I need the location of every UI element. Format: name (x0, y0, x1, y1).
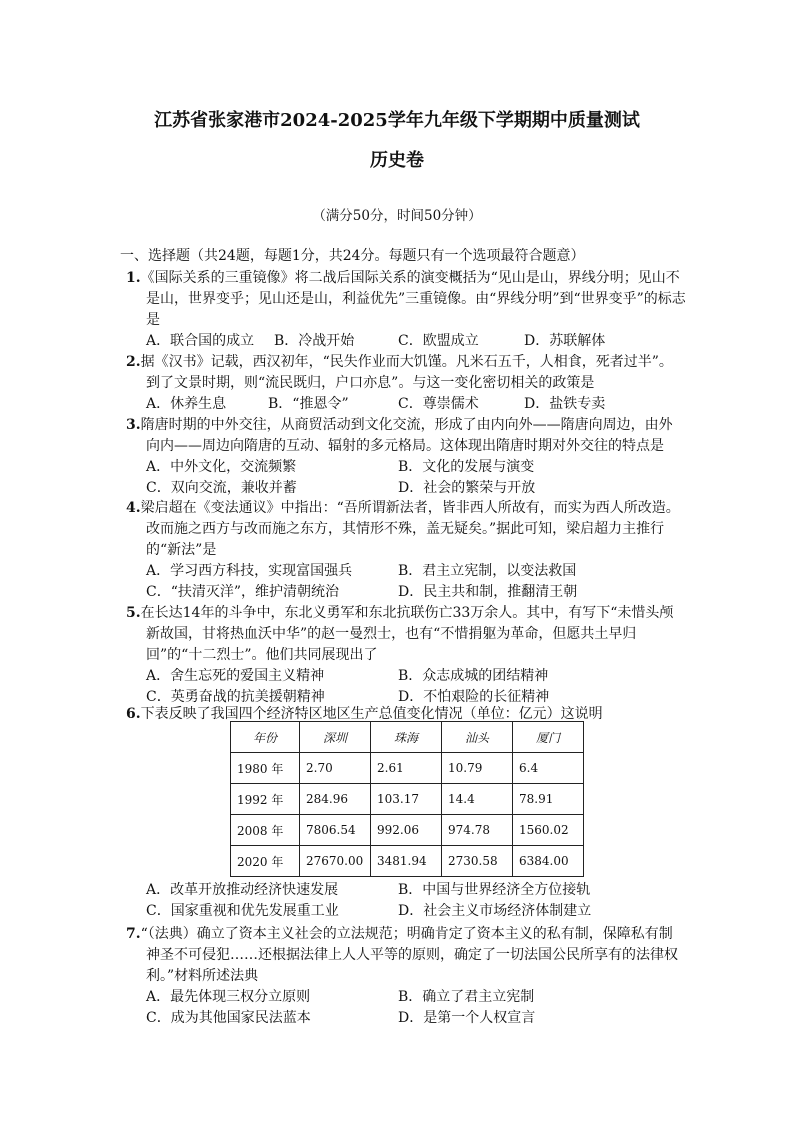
exam-subject: 历史卷 (370, 150, 424, 171)
options-row (126, 901, 686, 922)
question-stem: 下表反映了我国四个经济特区地区生产总值变化情况（单位：亿元）这说明 (140, 706, 603, 722)
option-c[interactable]: C．英勇奋战的抗美援朝精神 (146, 689, 325, 705)
option-c[interactable]: C．国家重视和优先发展重工业 (146, 903, 339, 919)
table-cell: 6384.00 (513, 846, 584, 877)
options-row (126, 1008, 686, 1029)
table-row (231, 753, 584, 784)
table-row (231, 815, 584, 846)
options-row (126, 331, 686, 352)
question-stem: “（法典）确立了资本主义社会的立法规范；明确肯定了资本主义的私有制，保障私有制神圣不可侵犯……还根据法律上人人平等的原则，确定了一切法国公民所享有的法律权利。”材料所述法典 (140, 926, 678, 984)
option-b[interactable]: B．“推恩令” (268, 396, 349, 412)
options-row (126, 666, 686, 687)
option-b[interactable]: B．冷战开始 (274, 333, 355, 349)
question-number: 4. (126, 500, 141, 516)
options-row (126, 582, 686, 603)
table-cell: 284.96 (300, 784, 371, 815)
option-c[interactable]: C．“扶清灭洋”，维护清朝统治 (146, 584, 340, 600)
table-cell: 2.70 (300, 753, 371, 784)
option-d[interactable]: D．盐铁专卖 (524, 396, 606, 412)
table-cell: 3481.94 (371, 846, 442, 877)
table-cell: 6.4 (513, 753, 584, 784)
question-stem: 在长达14年的斗争中，东北义勇军和东北抗联伤亡33万余人。其中，有写下“未惜头颅新故国，甘将热血沃中华”的赵一曼烈士，也有“不惜捐躯为革命，但愿共土早归回”的“十二烈士”。他们共同展现出了 (140, 605, 674, 663)
option-a[interactable]: A．中外文化，交流频繁 (146, 459, 297, 475)
question-stem: 据《汉书》记载，西汉初年，“民失作业而大饥馑。凡米石五千，人相食，死者过半”。到了文景时期，则“流民既归，户口亦息”。与这一变化密切相关的政策是 (140, 354, 673, 391)
question-number: 2. (126, 354, 141, 370)
question-2 (126, 352, 686, 415)
options-row (126, 394, 686, 415)
option-b[interactable]: B．确立了君主立宪制 (398, 989, 535, 1005)
option-d[interactable]: D．不怕艰险的长征精神 (398, 689, 550, 705)
table-row (231, 784, 584, 815)
question-number: 5. (126, 605, 141, 621)
table-cell: 103.17 (371, 784, 442, 815)
table-cell: 2008 年 (231, 815, 300, 846)
table-header: 汕头 (442, 722, 513, 753)
question-7 (126, 924, 686, 1029)
question-number: 1. (126, 270, 141, 286)
table-cell: 10.79 (442, 753, 513, 784)
option-a[interactable]: A．最先体现三权分立原则 (146, 989, 311, 1005)
gdp-table (230, 721, 584, 877)
table-cell: 1560.02 (513, 815, 584, 846)
exam-note: （满分50分，时间50分钟） (312, 208, 482, 224)
option-a[interactable]: A．联合国的成立 (146, 333, 255, 349)
table-cell: 2730.58 (442, 846, 513, 877)
options-row (126, 987, 686, 1008)
option-a[interactable]: A．学习西方科技，实现富国强兵 (146, 563, 353, 579)
option-c[interactable]: C．成为其他国家民法蓝本 (146, 1010, 311, 1026)
table-cell: 992.06 (371, 815, 442, 846)
option-b[interactable]: B．文化的发展与演变 (398, 459, 535, 475)
option-c[interactable]: C．尊崇儒术 (398, 396, 479, 412)
question-stem: 隋唐时期的中外交往，从商贸活动到文化交流，形成了由内向外——隋唐向周边，由外向内——周边向隋唐的互动、辐射的多元格局。这体现出隋唐时期对外交往的特点是 (140, 417, 673, 454)
option-a[interactable]: A．休养生息 (146, 396, 227, 412)
table-header-row (231, 722, 584, 753)
table-cell: 1992 年 (231, 784, 300, 815)
question-1 (126, 268, 686, 352)
question-4 (126, 498, 686, 603)
table-cell: 974.78 (442, 815, 513, 846)
option-b[interactable]: B．众志成城的团结精神 (398, 668, 549, 684)
option-d[interactable]: D．苏联解体 (524, 333, 606, 349)
table-row (231, 846, 584, 877)
table-header: 珠海 (371, 722, 442, 753)
option-d[interactable]: D．社会的繁荣与开放 (398, 480, 536, 496)
options-row (126, 457, 686, 478)
table-header: 深圳 (300, 722, 371, 753)
option-a[interactable]: A．舍生忘死的爱国主义精神 (146, 668, 325, 684)
table-cell: 14.4 (442, 784, 513, 815)
table-cell: 27670.00 (300, 846, 371, 877)
section-heading: 一、选择题（共24题，每题1分，共24分。每题只有一个选项最符合题意） (120, 248, 585, 264)
table-cell: 2.61 (371, 753, 442, 784)
option-d[interactable]: D．民主共和制，推翻清王朝 (398, 584, 578, 600)
options-row (126, 561, 686, 582)
question-stem: 梁启超在《变法通议》中指出：“吾所谓新法者，皆非西人所故有，而实为西人所改造。改而施之西方与改而施之东方，其情形不殊，盖无疑矣。”据此可知，梁启超力主推行的“新法”是 (140, 500, 680, 558)
exam-title: 江苏省张家港市2024-2025学年九年级下学期期中质量测试 (154, 110, 640, 131)
table-cell: 78.91 (513, 784, 584, 815)
options-row (126, 880, 686, 901)
table-cell: 7806.54 (300, 815, 371, 846)
option-d[interactable]: D．是第一个人权宣言 (398, 1010, 536, 1026)
table-header: 厦门 (513, 722, 584, 753)
question-number: 6. (126, 706, 141, 722)
option-c[interactable]: C．欧盟成立 (398, 333, 479, 349)
option-b[interactable]: B．君主立宪制，以变法救国 (398, 563, 577, 579)
options-row (126, 478, 686, 499)
table-header: 年份 (231, 722, 300, 753)
option-b[interactable]: B．中国与世界经济全方位接轨 (398, 882, 591, 898)
option-a[interactable]: A．改革开放推动经济快速发展 (146, 882, 339, 898)
question-stem: 《国际关系的三重镜像》将二战后国际关系的演变概括为“见山是山，界线分明；见山不是山，世界变乎；见山还是山，利益优先”三重镜像。由“界线分明”到“世界变乎”的标志是 (140, 270, 686, 328)
option-d[interactable]: D．社会主义市场经济体制建立 (398, 903, 592, 919)
table-cell: 2020 年 (231, 846, 300, 877)
question-5 (126, 603, 686, 708)
table-cell: 1980 年 (231, 753, 300, 784)
question-3 (126, 415, 686, 499)
question-6-options (126, 880, 686, 922)
question-number: 3. (126, 417, 141, 433)
question-number: 7. (126, 926, 141, 942)
option-c[interactable]: C．双向交流，兼收并蓄 (146, 480, 297, 496)
